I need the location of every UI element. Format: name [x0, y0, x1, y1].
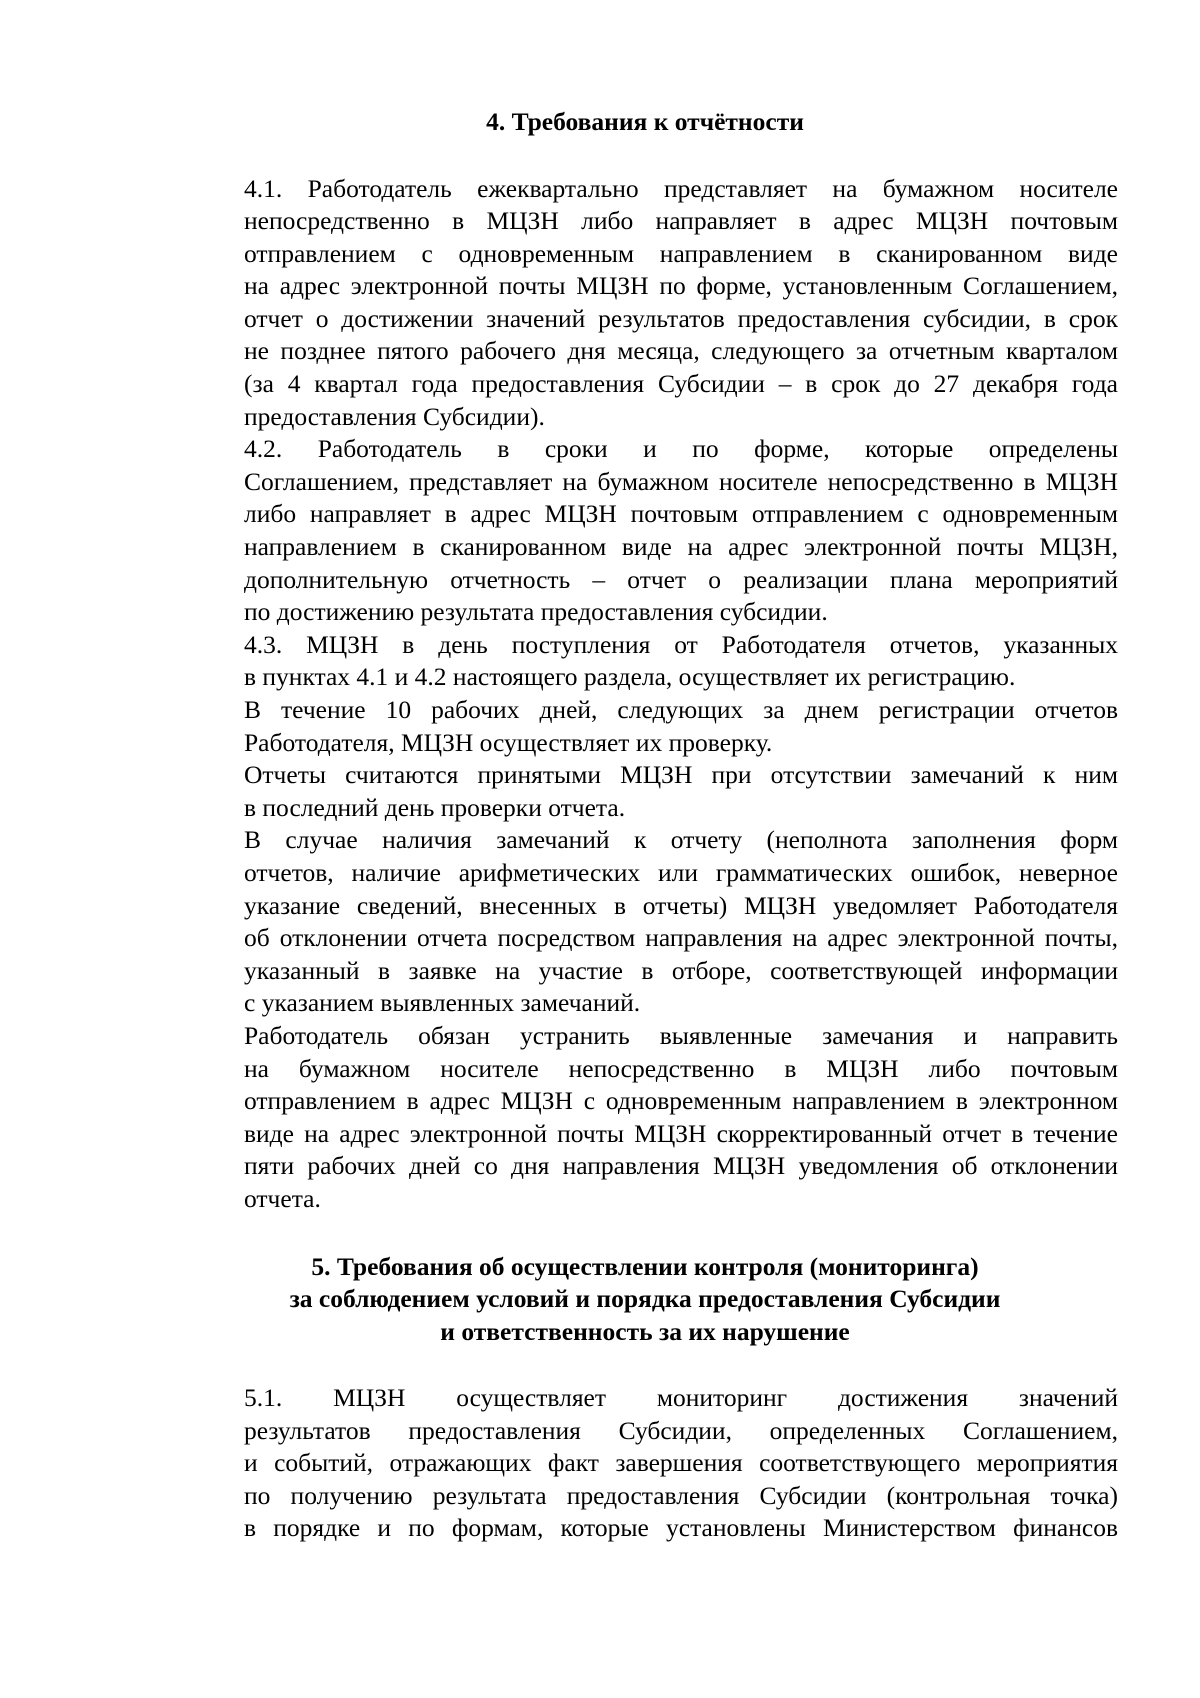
section-4-paragraph	[172, 1020, 1118, 1216]
paragraph-line: указание сведений, внесенных в отчеты) МЦЗН уведомляет Работодателя	[244, 890, 1118, 920]
paragraph-line: дополнительную отчетность – отчет о реализации плана мероприятий	[244, 564, 1118, 594]
document-content	[172, 106, 1118, 1545]
paragraph-line: на адрес электронной почты МЦЗН по форме, установленным Соглашением,	[244, 271, 1118, 301]
section-4-paragraph	[172, 629, 1118, 694]
section-4-paragraph	[172, 433, 1118, 629]
paragraph-line: в порядке и по формам, которые установлены Министерством финансов	[244, 1513, 1118, 1543]
paragraph-line: отчета.	[244, 1183, 321, 1213]
section-4-heading: 4. Требования к отчётности	[486, 107, 804, 136]
paragraph-line: Соглашением, представляет на бумажном носителе непосредственно в МЦЗН	[244, 466, 1118, 496]
paragraph-line: по получению результата предоставления Субсидии (контрольная точка)	[244, 1480, 1118, 1510]
paragraph-line: 4.3. МЦЗН в день поступления от Работодателя отчетов, указанных	[244, 629, 1118, 659]
paragraph-line: предоставления Субсидии).	[244, 401, 545, 431]
paragraph-line: непосредственно в МЦЗН либо направляет в адрес МЦЗН почтовым	[244, 206, 1118, 236]
paragraph-line: направлением в сканированном виде на адрес электронной почты МЦЗН,	[244, 532, 1118, 562]
section-5-heading	[172, 1251, 1118, 1349]
paragraph-line: по достижению результата предоставления субсидии.	[244, 597, 828, 627]
paragraph-line: 5.1. МЦЗН осуществляет мониторинг достижения значений	[244, 1383, 1118, 1412]
paragraph-line: отправлением с одновременным направлением в сканированном виде	[244, 238, 1118, 268]
paragraph-line: Работодатель обязан устранить выявленные замечания и направить	[244, 1020, 1118, 1050]
section-4-body	[172, 173, 1118, 1216]
section-5-heading-line: и ответственность за их нарушение	[440, 1316, 850, 1346]
paragraph-line: 4.1. Работодатель ежеквартально представляет на бумажном носителе	[244, 173, 1118, 203]
paragraph-line: не позднее пятого рабочего дня месяца, следующего за отчетным кварталом	[244, 336, 1118, 366]
paragraph-line: и событий, отражающих факт завершения соответствующего мероприятия	[244, 1448, 1118, 1478]
paragraph-line: указанный в заявке на участие в отборе, соответствующей информации	[244, 955, 1118, 985]
paragraph-line: пяти рабочих дней со дня направления МЦЗН уведомления об отклонении	[244, 1151, 1118, 1181]
paragraph-line: об отклонении отчета посредством направления на адрес электронной почты,	[244, 923, 1118, 953]
paragraph-line: Отчеты считаются принятыми МЦЗН при отсутствии замечаний к ним	[244, 760, 1118, 790]
section-4-paragraph	[172, 824, 1118, 1020]
paragraph-line: с указанием выявленных замечаний.	[244, 988, 641, 1018]
paragraph-line: виде на адрес электронной почты МЦЗН скорректированный отчет в течение	[244, 1118, 1118, 1148]
paragraph-line: отчет о достижении значений результатов предоставления субсидии, в срок	[244, 303, 1118, 333]
paragraph-line: в последний день проверки отчета.	[244, 792, 626, 822]
paragraph-line: либо направляет в адрес МЦЗН почтовым отправлением с одновременным	[244, 499, 1118, 529]
paragraph-line: В случае наличия замечаний к отчету (неполнота заполнения форм	[244, 825, 1118, 855]
section-5-paragraph	[172, 1382, 1118, 1545]
section-4-paragraph	[172, 173, 1118, 434]
section-5-heading-line: за соблюдением условий и порядка предоставления Субсидии	[289, 1284, 1001, 1313]
paragraph-line: 4.2. Работодатель в сроки и по форме, которые определены	[244, 434, 1118, 464]
paragraph-line: отчетов, наличие арифметических или грамматических ошибок, неверное	[244, 857, 1118, 887]
section-4-paragraph	[172, 694, 1118, 759]
paragraph-line: на бумажном носителе непосредственно в МЦЗН либо почтовым	[244, 1053, 1118, 1083]
paragraph-line: в пунктах 4.1 и 4.2 настоящего раздела, осуществляет их регистрацию.	[244, 662, 1016, 692]
paragraph-line: (за 4 квартал года предоставления Субсидии – в срок до 27 декабря года	[244, 369, 1118, 399]
paragraph-line: отправлением в адрес МЦЗН с одновременным направлением в электронном	[244, 1086, 1118, 1116]
paragraph-line: Работодателя, МЦЗН осуществляет их проверку.	[244, 727, 773, 757]
section-5-body	[172, 1382, 1118, 1545]
section-4-paragraph	[172, 759, 1118, 824]
paragraph-line: В течение 10 рабочих дней, следующих за днем регистрации отчетов	[244, 695, 1118, 724]
section-5-heading-line: 5. Требования об осуществлении контроля (мониторинга)	[311, 1251, 979, 1281]
paragraph-line: результатов предоставления Субсидии, определенных Соглашением,	[244, 1415, 1118, 1445]
